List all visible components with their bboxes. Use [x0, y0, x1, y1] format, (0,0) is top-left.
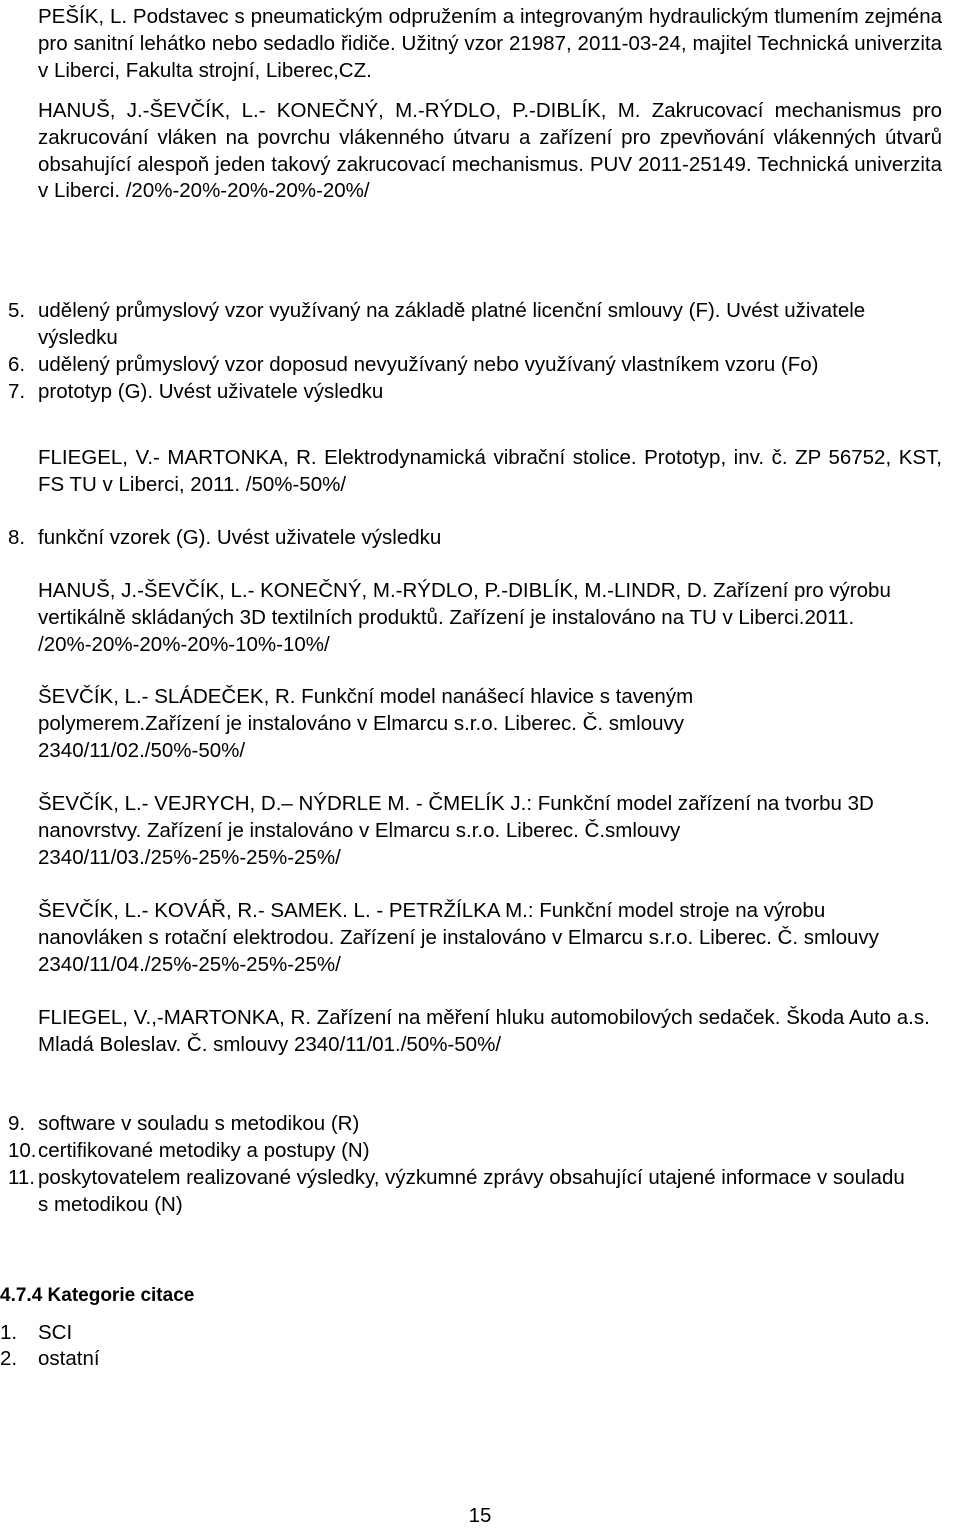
- list-item-number: 11.: [8, 1166, 35, 1189]
- list-item-text: software v souladu s metodikou (R): [38, 1112, 360, 1135]
- list-item-text: poskytovatelem realizované výsledky, výzkumné zprávy obsahující utajené informace v souladu s metodikou (N): [38, 1166, 905, 1216]
- list-item-number: 5.: [8, 299, 26, 322]
- list-item-number: 7.: [8, 380, 26, 403]
- reference-functional-sample-2: ŠEVČÍK, L.- SLÁDEČEK, R. Funkční model nanášecí hlavice s taveným polymerem.Zařízení je instalováno v Elmarcu s.r.o. Liberec. Č. smlouvy 2340/11/02./50%-50%/: [38, 685, 694, 762]
- list-item-text: ostatní: [38, 1347, 100, 1370]
- list-item-8: [8, 525, 938, 552]
- reference-utility-model-hanus: HANUŠ, J.-ŠEVČÍK, L.- KONEČNÝ, M.-RÝDLO, P.-DIBLÍK, M. Zakrucovací mechanismus pro zakrucování vláken na povrchu vlákenného útvaru a zařízení pro zpevňování vlákenných útvarů obsahující alespoň jeden takový zakrucovací mechanismus. PUV 2011-25149. Technická univerzita v Liberci. /20%-20%-20%-20%-20%/: [38, 99, 942, 203]
- list-item-number: 8.: [8, 526, 26, 549]
- list-item-5: [8, 298, 938, 352]
- list-item-number: 2.: [0, 1347, 18, 1370]
- page-number: 15: [468, 1504, 492, 1527]
- list-item-number: 10.: [8, 1139, 37, 1162]
- section-heading: 4.7.4 Kategorie citace: [0, 1285, 195, 1306]
- list-item-7: [8, 379, 938, 406]
- list-item-text: funkční vzorek (G). Uvést uživatele výsledku: [38, 526, 442, 549]
- list-item-number: 6.: [8, 353, 26, 376]
- reference-functional-sample-3: ŠEVČÍK, L.- VEJRYCH, D.– NÝDRLE M. - ČMELÍK J.: Funkční model zařízení na tvorbu 3D nanovrstvy. Zařízení je instalováno v Elmarcu s.r.o. Liberec. Č.smlouvy 2340/11/03./25%-25%-25%-25%/: [38, 792, 874, 869]
- list-item-text: prototyp (G). Uvést uživatele výsledku: [38, 380, 384, 403]
- list-item-text: udělený průmyslový vzor využívaný na základě platné licenční smlouvy (F). Uvést uživatele výsledku: [38, 299, 866, 349]
- reference-utility-model-pesik: PEŠÍK, L. Podstavec s pneumatickým odpružením a integrovaným hydraulickým tlumením zejména pro sanitní lehátko nebo sedadlo řidiče. Užitný vzor 21987, 2011-03-24, majitel Technická univerzita v Liberci, Fakulta strojní, Liberec,CZ.: [38, 5, 942, 82]
- list-item-text: certifikované metodiky a postupy (N): [38, 1139, 370, 1162]
- list-item-9: [8, 1111, 938, 1138]
- list-item-number: 1.: [0, 1321, 18, 1344]
- citation-item-2: [0, 1346, 930, 1373]
- list-item-6: [8, 352, 938, 379]
- citation-item-1: [0, 1320, 930, 1347]
- list-item-10: [8, 1138, 938, 1165]
- reference-functional-sample-1: HANUŠ, J.-ŠEVČÍK, L.- KONEČNÝ, M.-RÝDLO, P.-DIBLÍK, M.-LINDR, D. Zařízení pro výrobu vertikálně skládaných 3D textilních produktů. Zařízení je instalováno na TU v Liberci.2011. /20%-20%-20%-20%-10%-10%/: [38, 579, 891, 656]
- reference-functional-sample-5: FLIEGEL, V.,-MARTONKA, R. Zařízení na měření hluku automobilových sedaček. Škoda Auto a.s. Mladá Boleslav. Č. smlouvy 2340/11/01./50%-50%/: [38, 1006, 930, 1056]
- list-item-number: 9.: [8, 1112, 26, 1135]
- list-item-11: [8, 1165, 908, 1219]
- reference-prototype: FLIEGEL, V.- MARTONKA, R. Elektrodynamická vibrační stolice. Prototyp, inv. č. ZP 56752, KST, FS TU v Liberci, 2011. /50%-50%/: [38, 446, 942, 496]
- list-item-text: udělený průmyslový vzor doposud nevyužívaný nebo využívaný vlastníkem vzoru (Fo): [38, 353, 819, 376]
- reference-functional-sample-4: ŠEVČÍK, L.- KOVÁŘ, R.- SAMEK. L. - PETRŽÍLKA M.: Funkční model stroje na výrobu nanovláken s rotační elektrodou. Zařízení je instalováno v Elmarcu s.r.o. Liberec. Č. smlouvy 2340/11/04./25%-25%-25%-25%/: [38, 899, 879, 976]
- list-item-text: SCI: [38, 1321, 73, 1344]
